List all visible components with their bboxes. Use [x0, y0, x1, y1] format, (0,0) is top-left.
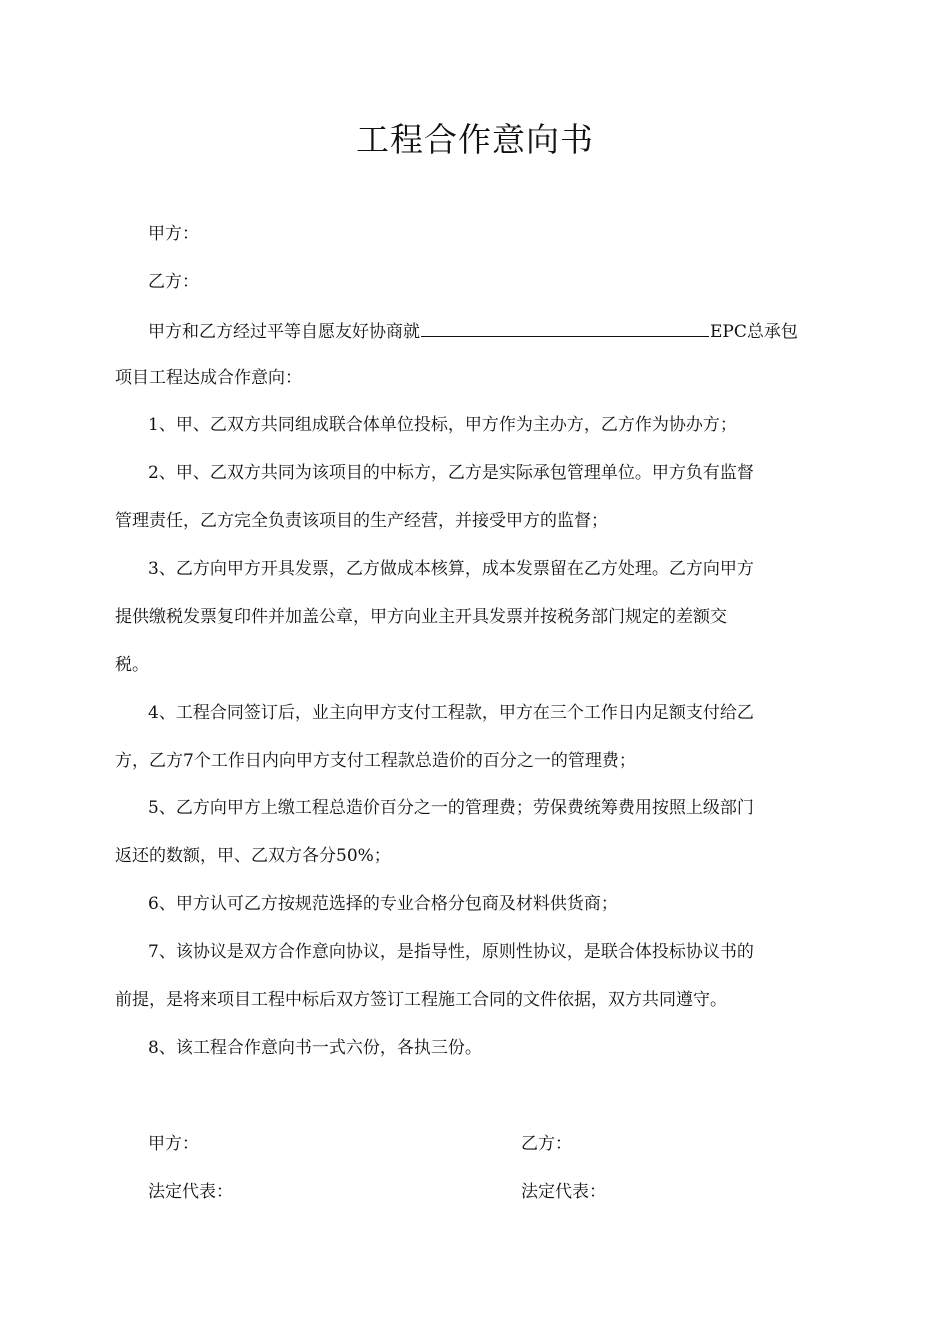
project-name-blank: [421, 318, 709, 337]
intro-text-before: 甲方和乙方经过平等自愿友好协商就: [148, 322, 420, 342]
party-a-label: 甲方：: [148, 224, 199, 244]
intro-paragraph-line1: [148, 318, 838, 344]
document-title: 工程合作意向书: [356, 120, 594, 159]
signature-rep-a: 法定代表：: [148, 1182, 233, 1202]
clause-3-line2: 提供缴税发票复印件并加盖公章，甲方向业主开具发票并按税务部门规定的差额交: [115, 607, 727, 627]
clause-4-line1: 4、工程合同签订后，业主向甲方支付工程款，甲方在三个工作日内足额支付给乙: [148, 703, 754, 723]
clause-2-line2: 管理责任，乙方完全负责该项目的生产经营，并接受甲方的监督；: [115, 511, 608, 531]
clause-7-line2: 前提，是将来项目工程中标后双方签订工程施工合同的文件依据，双方共同遵守。: [115, 990, 727, 1010]
intro-text-after: EPC总承包: [710, 322, 798, 342]
signature-rep-b: 法定代表：: [521, 1182, 606, 1202]
clause-4-line2: 方，乙方7个工作日内向甲方支付工程款总造价的百分之一的管理费；: [115, 751, 636, 771]
intro-paragraph-line2: 项目工程达成合作意向：: [115, 368, 302, 388]
clause-5-line1: 5、乙方向甲方上缴工程总造价百分之一的管理费；劳保费统筹费用按照上级部门: [148, 798, 754, 818]
clause-8: 8、该工程合作意向书一式六份，各执三份。: [148, 1038, 482, 1058]
signature-party-a: 甲方：: [148, 1134, 199, 1154]
clause-6: 6、甲方认可乙方按规范选择的专业合格分包商及材料供货商；: [148, 894, 618, 914]
clause-2-line1: 2、甲、乙双方共同为该项目的中标方，乙方是实际承包管理单位。甲方负有监督: [148, 463, 754, 483]
clause-5-line2: 返还的数额，甲、乙双方各分50%；: [115, 846, 391, 866]
party-b-label: 乙方：: [148, 272, 199, 292]
clause-3-line1: 3、乙方向甲方开具发票，乙方做成本核算，成本发票留在乙方处理。乙方向甲方: [148, 559, 754, 579]
clause-1: 1、甲、乙双方共同组成联合体单位投标，甲方作为主办方，乙方作为协办方；: [148, 415, 737, 435]
signature-party-b: 乙方：: [521, 1134, 572, 1154]
clause-7-line1: 7、该协议是双方合作意向协议，是指导性，原则性协议，是联合体投标协议书的: [148, 942, 754, 962]
clause-3-line3: 税。: [115, 655, 149, 675]
